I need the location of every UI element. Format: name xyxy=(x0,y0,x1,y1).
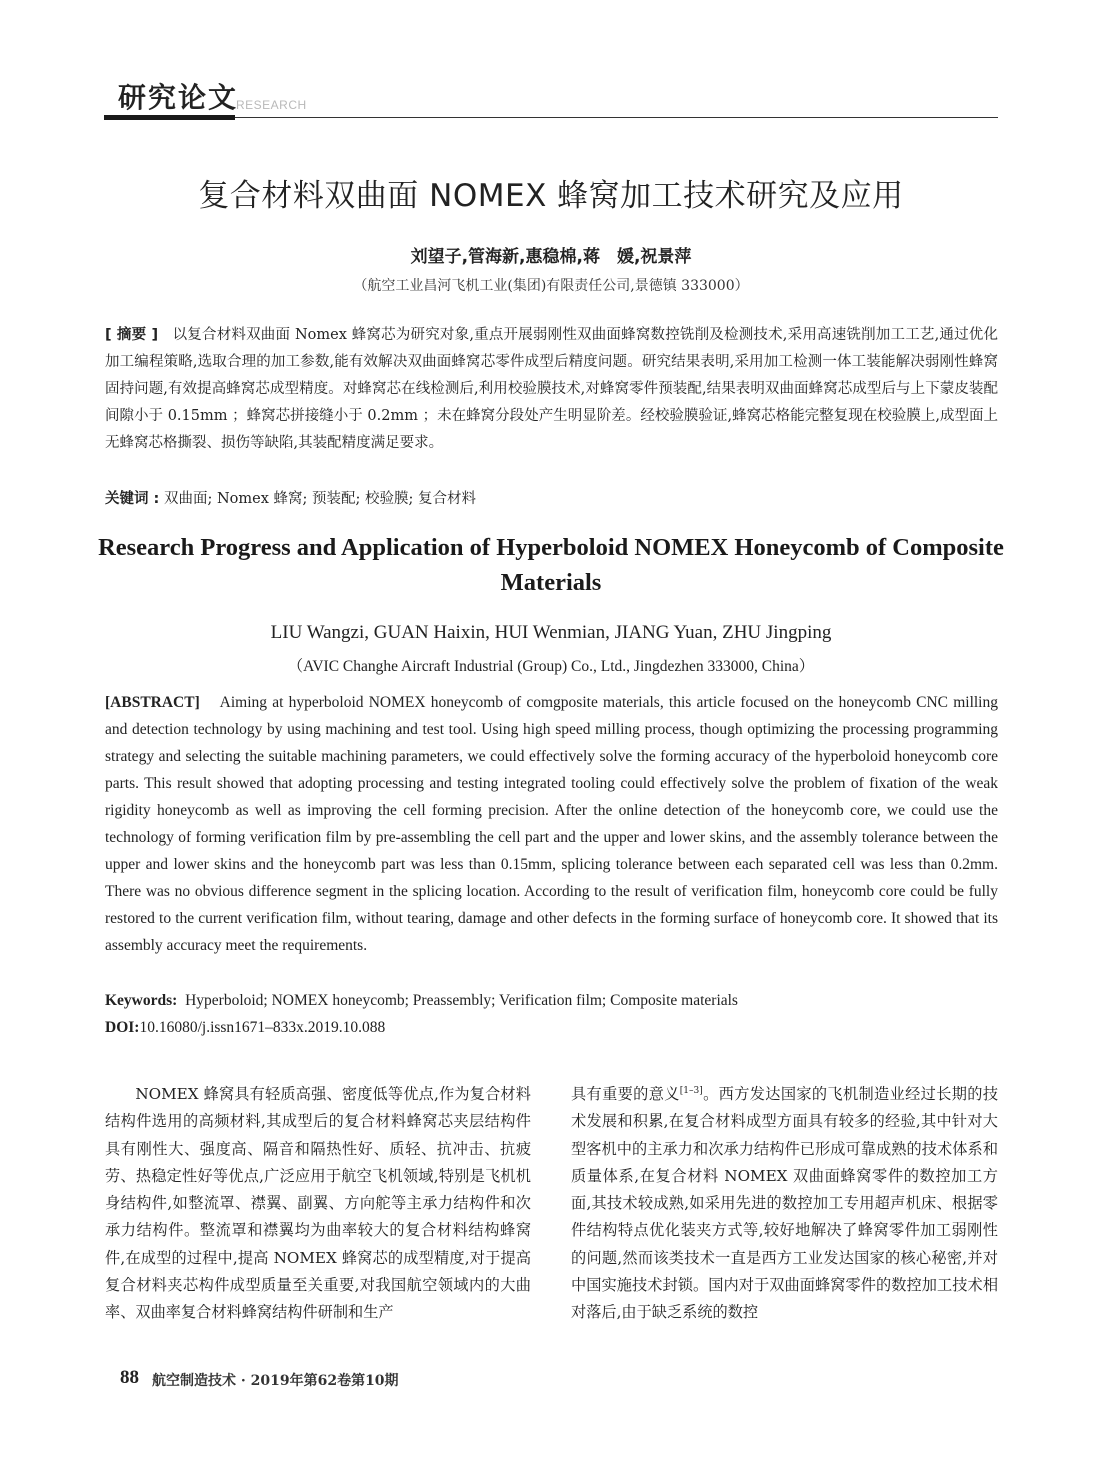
journal-info: 航空制造技术 · 2019年第62卷第10期 xyxy=(152,1373,399,1389)
abstract-cn-text: 以复合材料双曲面 Nomex 蜂窝芯为研究对象,重点开展弱刚性双曲面蜂窝数控铣削及检测技术,采用高速铣削加工工艺,通过优化加工编程策略,选取合理的加工参数,能有效解决双曲面蜂窝芯零件成型后精度问题。研究结果表明,采用加工检测一体工装能解决弱刚性蜂窝固持问题,有效提高蜂窝芯成型精度。对蜂窝芯在线检测后,利用校验膜技术,对蜂窝零件预装配,结果表明双曲面蜂窝芯成型后与上下蒙皮装配间隙小于 0.15mm ；蜂窝芯拼接缝小于 0.2mm ；未在蜂窝分段处产生明显阶差。经校验膜验证,蜂窝芯格能完整复现在校验膜上,成型面上无蜂窝芯格撕裂、损伤等缺陷,其装配精度满足要求。 xyxy=(105,327,999,451)
citation-ref[interactable]: [1–3] xyxy=(679,1085,703,1096)
body-column-right xyxy=(571,1081,998,1327)
abstract-en-label: [ABSTRACT] xyxy=(105,694,200,711)
section-label-en: RESEARCH xyxy=(236,98,307,112)
abstract-en xyxy=(105,689,998,959)
abstract-en-text: Aiming at hyperboloid NOMEX honeycomb of comgposite materials, this article focused on the honeycomb CNC milling and detection technology by using machining and test tool. Using high speed milling process, though optimizing the processing programming strategy and selecting the suitable machining parameters, we could effectively solve the forming accuracy of the hyperboloid honeycomb core parts. This result showed that adopting processing and testing integrated tooling could effectively solve the problem of fixation of the weak rigidity honeycomb as well as improving the cell forming precision. After the online detection of the honeycomb core, we could use the technology of forming verification film by pre-assembling the cell part and the upper and lower skins, and the assembly tolerance between the upper and lower skins and the honeycomb part was less than 0.15mm, splicing tolerance between each separated cell was less than 0.2mm. There was no obvious difference segment in the splicing location. According to the result of verification film, honeycomb core could be fully restored to the current verification film, without tearing, damage and other defects in the forming surface of honeycomb core. It showed that its assembly accuracy meet the requirements. xyxy=(105,694,998,954)
doi xyxy=(105,1014,998,1041)
header-rule-accent xyxy=(104,115,235,120)
keywords-cn-text: 双曲面; Nomex 蜂窝; 预装配; 校验膜; 复合材料 xyxy=(163,491,476,507)
doi-label: DOI: xyxy=(105,1019,140,1036)
body-right-pre: 具有重要的意义 xyxy=(571,1085,680,1103)
page-number: 88 xyxy=(120,1367,139,1388)
authors-en: LIU Wangzi, GUAN Haixin, HUI Wenmian, JIANG Yuan, ZHU Jingping xyxy=(270,622,832,643)
body-column-left: NOMEX 蜂窝具有轻质高强、密度低等优点,作为复合材料结构件选用的高频材料,其成型后的复合材料蜂窝芯夹层结构件具有刚性大、强度高、隔音和隔热性好、质轻、抗冲击、抗疲劳、热稳定性好等优点,广泛应用于航空飞机领域,特别是飞机机身结构件,如整流罩、襟翼、副翼、方向舵等主承力结构件和次承力结构件。整流罩和襟翼均为曲率较大的复合材料结构蜂窝件,在成型的过程中,提高 NOMEX 蜂窝芯的成型精度,对于提高复合材料夹芯构件成型质量至关重要,对我国航空领域内的大曲率、双曲率复合材料蜂窝结构件研制和生产 xyxy=(105,1085,531,1322)
body-right-post: 。西方发达国家的飞机制造业经过长期的技术发展和积累,在复合材料成型方面具有较多的经验,其中针对大型客机中的主承力和次承力结构件已形成可靠成熟的技术体系和质量体系,在复合材料 NOMEX 双曲面蜂窝零件的数控加工方面,其技术较成熟,如采用先进的数控加工专用超声机床、根据零件结构特点优化装夹方式等,较好地解决了蜂窝零件加工弱刚性的问题,然而该类技术一直是西方工业发达国家的核心秘密,并对中国实施技术封锁。国内对于双曲面蜂窝零件的数控加工技术相对落后,由于缺乏系统的数控 xyxy=(571,1085,999,1322)
paper-title-cn: 复合材料双曲面 NOMEX 蜂窝加工技术研究及应用 xyxy=(198,178,904,214)
keywords-en xyxy=(105,987,998,1014)
paper-title-en: Research Progress and Application of Hyperboloid NOMEX Honeycomb of Composite Materials xyxy=(98,534,1004,596)
affiliation-cn: （航空工业昌河飞机工业(集团)有限责任公司,景德镇 333000） xyxy=(353,278,749,294)
header-rule xyxy=(104,117,998,118)
affiliation-en: （AVIC Changhe Aircraft Industrial (Group) Co., Ltd., Jingdezhen 333000, China） xyxy=(287,658,815,675)
section-label-cn: 研究论文 xyxy=(118,81,239,114)
authors-cn: 刘望子,管海新,惠稳棉,蒋 媛,祝景萍 xyxy=(410,247,692,267)
abstract-cn-label: [ 摘要 ] xyxy=(105,327,159,343)
keywords-en-label: Keywords: xyxy=(105,992,178,1009)
keywords-en-text: Hyperboloid; NOMEX honeycomb; Preassembly; Verification film; Composite materials xyxy=(185,992,738,1009)
keywords-cn-label: 关键词 : xyxy=(105,491,160,507)
doi-text: 10.16080/j.issn1671–833x.2019.10.088 xyxy=(139,1019,386,1036)
keywords-cn xyxy=(105,486,998,513)
abstract-cn xyxy=(105,322,998,457)
